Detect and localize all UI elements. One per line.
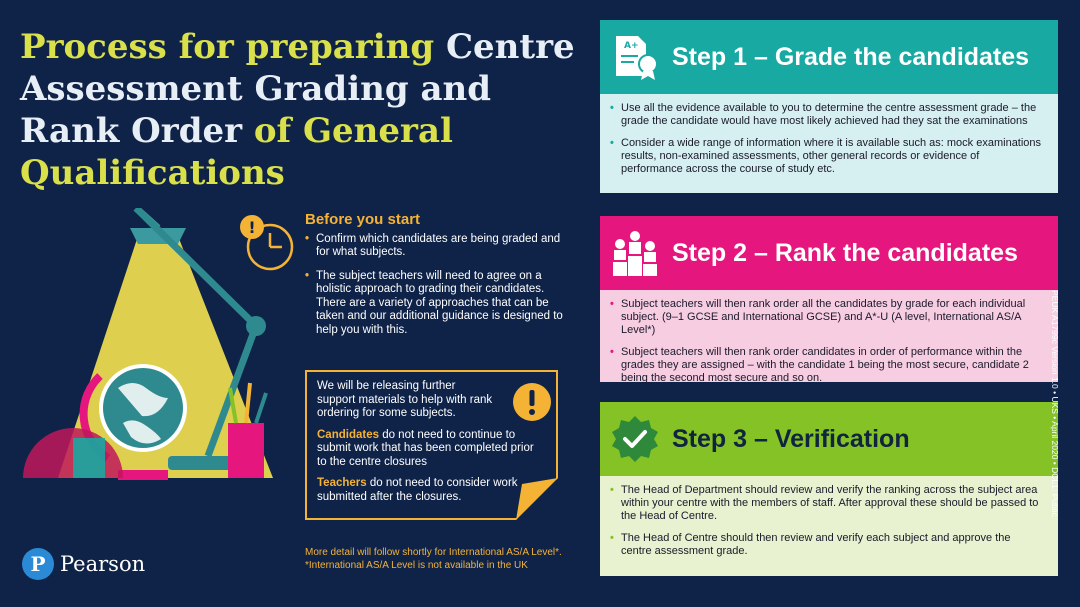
footnote-line: *International AS/A Level is not available in the UK (305, 560, 528, 571)
step-3-card (600, 402, 1058, 576)
step-3-item: • The Head of Department should review and verify the ranking across the subject area within your centre with the members of staff. After approval these should be passed to the Head of Centre. (610, 484, 1044, 523)
title-part-1: Process for preparing (20, 27, 435, 67)
step-1-card (600, 20, 1058, 193)
step-1-item: • Consider a wide range of information where it is available such as: mock examinations results, non-examined assessments, other general records or evidence of performance across the course of study etc. (610, 137, 1044, 176)
before-heading: Before you start (305, 211, 421, 228)
step-2-item: • Subject teachers will then rank order candidates in order of performance within the grades they are assigned – with the candidate 1 being the most secure, candidate 2 being the second most secure and so on. (610, 346, 1044, 385)
note-candidates-label: Candidates (317, 428, 379, 441)
step-1-item: • Use all the evidence available to you to determine the centre assessment grade – the grade the candidate would have most likely achieved had they sat the examinations (610, 102, 1044, 128)
title-part-3: of General Qualifications (20, 111, 453, 193)
clock-alert-icon (238, 213, 298, 273)
step-3-item: • The Head of Centre should then review and verify each subject and approve the centre assessment grade. (610, 532, 1044, 558)
svg-text:!: ! (248, 218, 256, 237)
note-teachers-text: do not need to consider work submitted after the closures. (317, 477, 518, 503)
note-teachers-label: Teachers (317, 477, 367, 489)
certificate-icon (610, 32, 660, 82)
document-reference-text: PEUK A1799c Version 1.0 • UKS • April 2020 • DCL1: Public (1050, 290, 1060, 517)
step-3-title: Step 3 – Verification (672, 424, 910, 453)
page-title (20, 26, 580, 194)
before-you-start-section (305, 213, 570, 347)
footnote-line: More detail will follow shortly for International AS/A Level*. (305, 547, 562, 558)
exclamation-icon (512, 382, 552, 422)
step-1-title: Step 1 – Grade the candidates (672, 42, 1030, 71)
title-part-2: Centre Assessment Grading and Rank Order (20, 27, 575, 151)
step-2-title: Step 2 – Rank the candidates (672, 238, 1018, 267)
before-item: • The subject teachers will need to agree on a holistic approach to grading their candidates. There are a variety of approaches that can be taken and our additional guidance is designed to help you with this. (305, 270, 570, 338)
certificate-grade-text: A+ (624, 41, 639, 51)
before-item: • Confirm which candidates are being graded and for what subjects. (305, 233, 570, 260)
step-1-body (600, 94, 1058, 193)
step-2-body (600, 290, 1058, 382)
pearson-logo-text: Pearson (60, 552, 146, 576)
step-1-header (600, 20, 1058, 94)
support-note-box (305, 370, 558, 520)
footnote (305, 546, 595, 572)
step-2-header (600, 216, 1058, 290)
step-2-card (600, 216, 1058, 382)
step-3-body (600, 476, 1058, 576)
note-text: We will be releasing further support materials to help with rank ordering for some subjects. (317, 380, 493, 419)
step-2-item: • Subject teachers will then rank order all the candidates by grade for each individual subject. (9–1 GCSE and International GCSE) and A*-U (A level, International AS/A Level*) (610, 298, 1044, 337)
step-3-header (600, 402, 1058, 476)
podium-icon (610, 228, 660, 278)
pearson-logo-mark: P (22, 548, 54, 580)
page-fold-corner-icon (516, 478, 558, 520)
pearson-logo (22, 548, 145, 580)
check-badge-icon (610, 414, 660, 464)
note-candidates-text: do not need to continue to submit work that has been completed prior to the centre closures (317, 428, 534, 468)
